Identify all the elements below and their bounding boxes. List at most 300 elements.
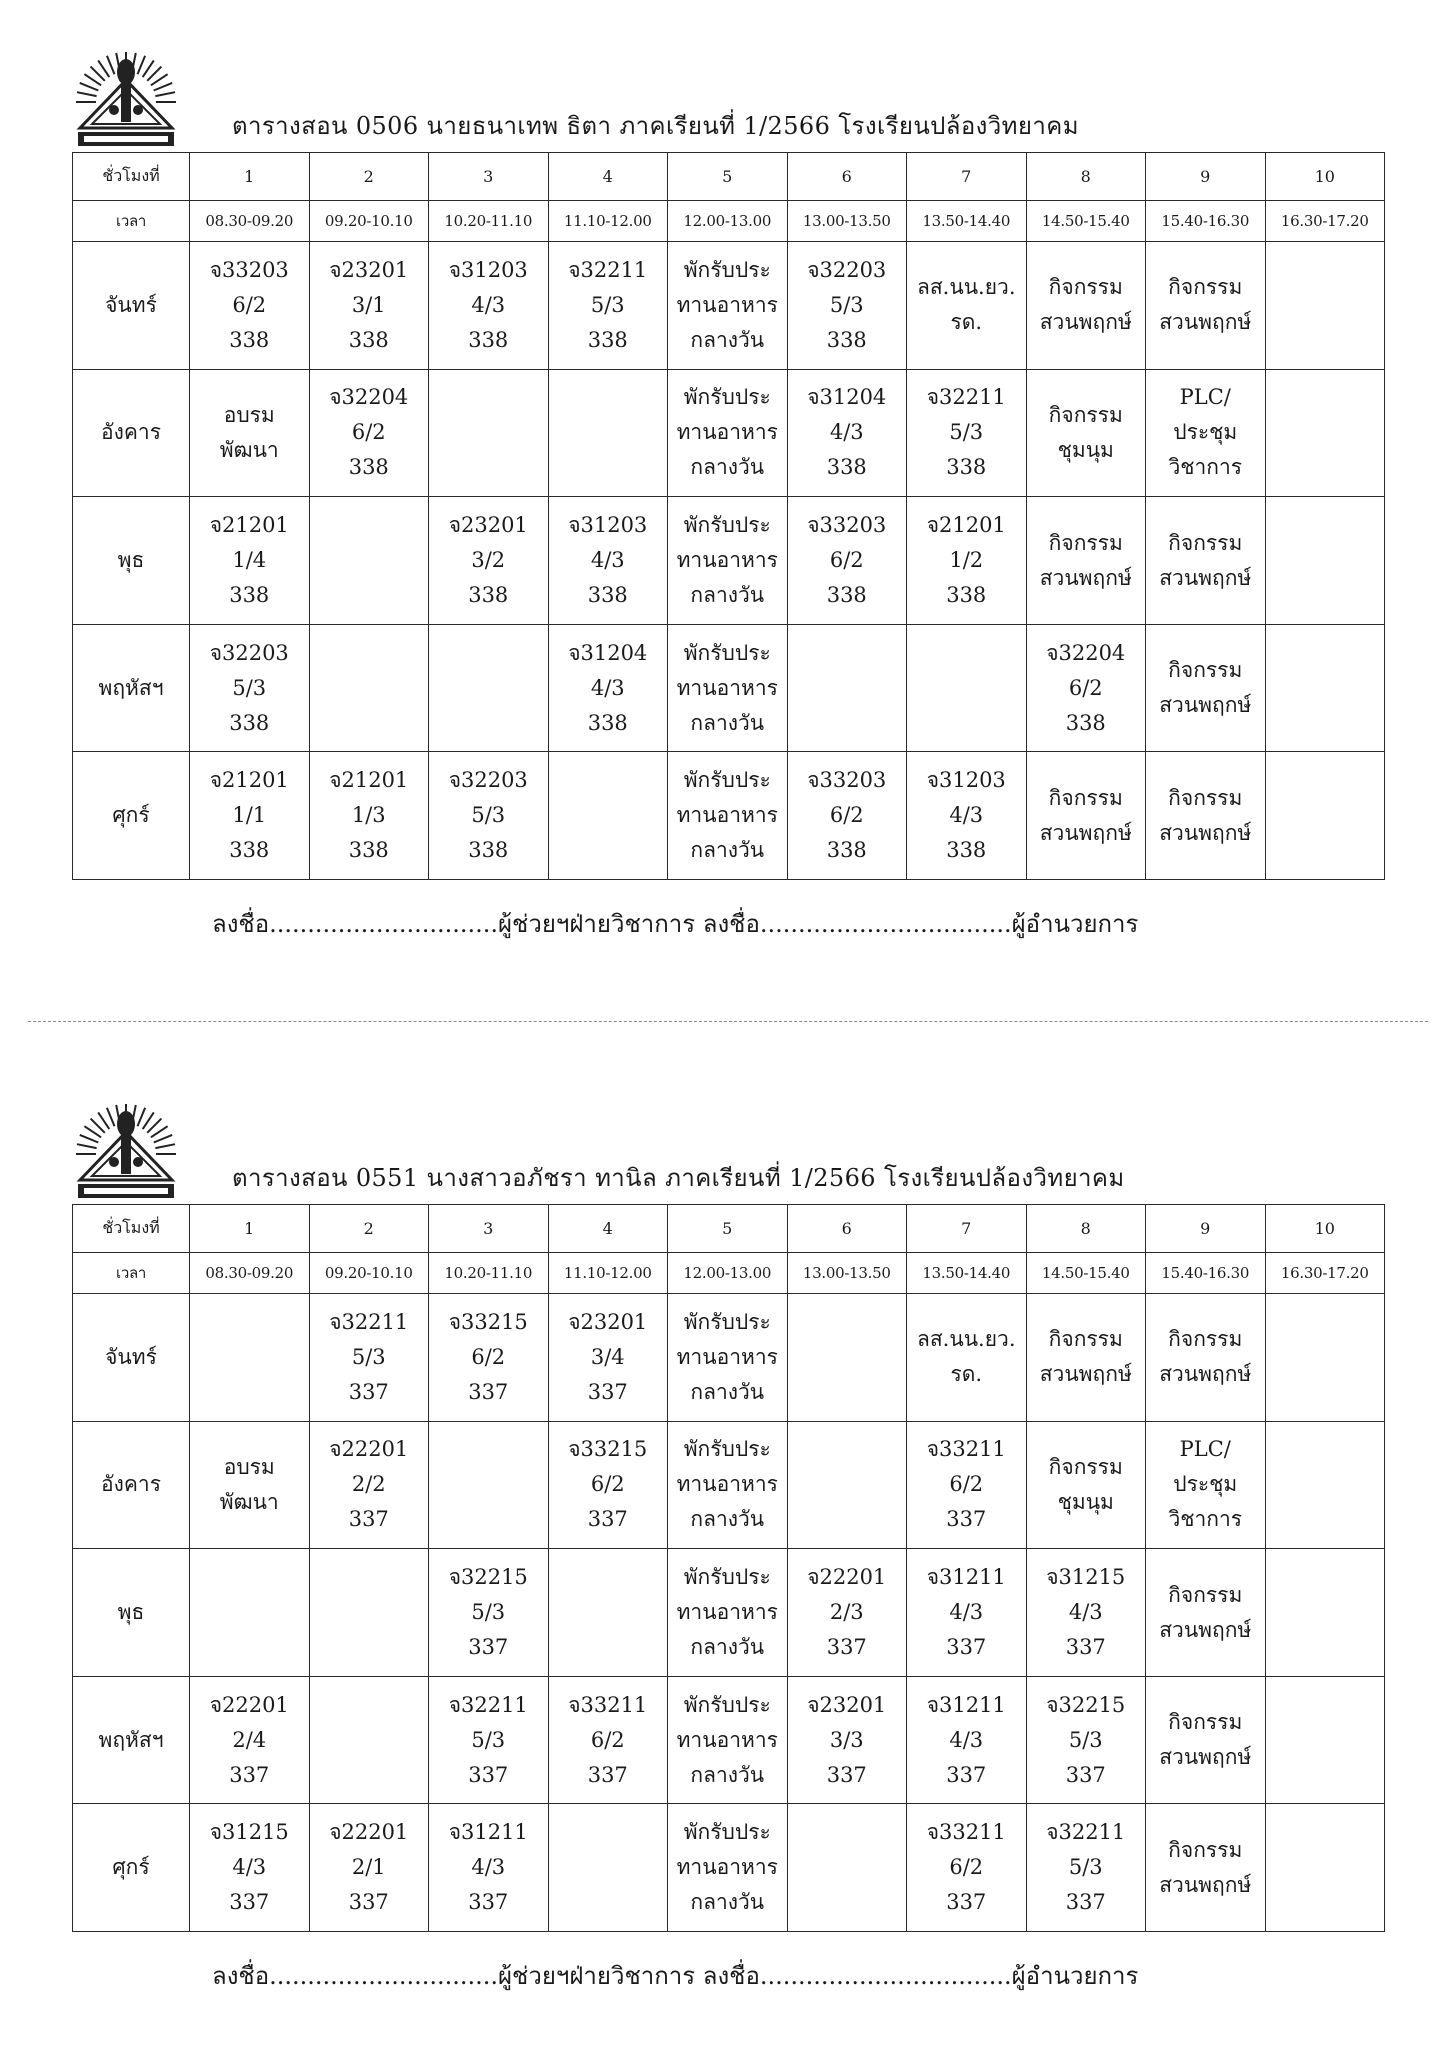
cell-line: 6/2 [829,548,864,573]
schedule-cell [1026,1804,1146,1932]
time-label: เวลา [73,200,190,242]
schedule-cell [1265,242,1385,370]
cell-line: 337 [587,1379,628,1404]
cell-line: 3/4 [590,1344,625,1369]
cell-line: รด. [950,310,983,335]
schedule-cell [1026,624,1146,752]
cell-line: 5/3 [949,420,984,445]
schedule-cell [309,369,429,497]
cell-line: กลางวัน [690,1379,765,1404]
cell-line: 5/3 [471,1600,506,1625]
cell-line: กิจกรรม [1168,658,1243,683]
cell-line: จ31204 [807,385,887,410]
schedule-cell [429,369,549,497]
schedule-cell [309,1676,429,1804]
cell-line: 6/2 [590,1472,625,1497]
day-row [73,1294,1385,1422]
cell-line: 1/3 [351,803,386,828]
day-row [73,752,1385,880]
cell-line: 2/4 [232,1727,267,1752]
cell-line: จ33211 [568,1692,648,1717]
schedule-cell [668,624,788,752]
schedule-cell [1026,1294,1146,1422]
cell-line: กลางวัน [690,710,765,735]
day-name: จันทร์ [73,242,190,370]
cell-line: จ31211 [926,1692,1006,1717]
day-name: ศุกร์ [73,752,190,880]
period-number: 7 [907,153,1027,201]
cell-line: สวนพฤกษ์ [1159,1745,1252,1770]
cell-line: 337 [468,1890,509,1915]
cell-line: จ31211 [448,1820,528,1845]
day-name: อังคาร [73,1421,190,1549]
schedule-cell [548,497,668,625]
cell-line: ลส.นน.ยว. [916,275,1016,300]
schedule-cell [1146,369,1266,497]
cell-line: กลางวัน [690,838,765,863]
timetable-sheet [0,1052,1452,2042]
schedule-cell [1026,1421,1146,1549]
time-slot: 13.00-13.50 [787,1252,907,1294]
schedule-cell [907,1549,1027,1677]
schedule-cell [907,369,1027,497]
cell-line: ประชุม [1173,1472,1238,1497]
cell-line: 4/3 [829,420,864,445]
cell-line: 337 [468,1762,509,1787]
schedule-cell [907,1294,1027,1422]
cell-line: 4/3 [471,1855,506,1880]
schedule-cell [1026,1549,1146,1677]
schedule-cell [1146,1676,1266,1804]
cell-line: สวนพฤกษ์ [1039,310,1132,335]
cell-line: กิจกรรม [1168,1327,1243,1352]
cell-line: 4/3 [949,803,984,828]
time-slot: 13.50-14.40 [907,200,1027,242]
cell-line: ทานอาหาร [676,803,778,828]
cell-line: กิจกรรม [1048,1327,1123,1352]
cell-line: สวนพฤกษ์ [1159,310,1252,335]
cell-line: 5/3 [1068,1727,1103,1752]
day-row [73,242,1385,370]
cell-line: สวนพฤกษ์ [1159,1872,1252,1897]
schedule-cell [429,1421,549,1549]
period-number: 10 [1265,153,1385,201]
timetable-grid [72,1204,1385,1932]
period-number: 6 [787,1205,907,1253]
cell-line: จ32211 [329,1309,409,1334]
cell-line: พักรับประ [683,1692,771,1717]
schedule-cell [787,1421,907,1549]
schedule-cell [907,242,1027,370]
schedule-cell [668,497,788,625]
schedule-cell [1265,369,1385,497]
period-number: 1 [190,153,310,201]
cell-line: 1/4 [232,548,267,573]
cell-line: 6/2 [949,1472,984,1497]
schedule-cell [548,624,668,752]
schedule-cell [429,1549,549,1677]
cell-line: กลางวัน [690,1890,765,1915]
cell-line: 338 [348,838,389,863]
cell-line: จ23201 [329,257,409,282]
cell-line: 4/3 [590,675,625,700]
cell-line: 337 [229,1890,270,1915]
cell-line: พัฒนา [219,1489,279,1514]
schedule-cell [1265,1676,1385,1804]
period-number: 1 [190,1205,310,1253]
cell-line: กิจกรรม [1048,785,1123,810]
cell-line: 6/2 [351,420,386,445]
time-slot: 15.40-16.30 [1146,200,1266,242]
time-slot: 10.20-11.10 [429,1252,549,1294]
day-name: พุธ [73,497,190,625]
cell-line: กลางวัน [690,1762,765,1787]
cell-line: จ31203 [448,257,528,282]
day-row [73,369,1385,497]
cell-line: จ22201 [807,1565,887,1590]
cell-line: กิจกรรม [1168,1710,1243,1735]
cell-line: 337 [348,1379,389,1404]
cell-line: พักรับประ [683,768,771,793]
day-name: พุธ [73,1549,190,1677]
time-slot: 08.30-09.20 [190,1252,310,1294]
cell-line: 2/3 [829,1600,864,1625]
cell-line: 338 [468,327,509,352]
period-number: 8 [1026,1205,1146,1253]
cell-line: ทานอาหาร [676,1472,778,1497]
period-label: ชั่วโมงที่ [73,153,190,201]
cell-line: ทานอาหาร [676,1344,778,1369]
period-label: ชั่วโมงที่ [73,1205,190,1253]
cell-line: จ22201 [329,1820,409,1845]
schedule-cell [1265,1549,1385,1677]
cell-line: อบรม [223,402,275,427]
cell-line: 337 [826,1762,867,1787]
cell-line: จ32215 [448,1565,528,1590]
cell-line: 5/3 [590,292,625,317]
cell-line: 337 [1065,1635,1106,1660]
time-slot: 12.00-13.00 [668,200,788,242]
schedule-cell [1265,1421,1385,1549]
cell-line: กิจกรรม [1168,275,1243,300]
cell-line: 337 [468,1635,509,1660]
cell-line: จ32211 [568,257,648,282]
cell-line: 2/2 [351,1472,386,1497]
period-number: 8 [1026,153,1146,201]
schedule-cell [1146,242,1266,370]
schedule-cell [309,752,429,880]
time-header-row [73,200,1385,242]
cell-line: พัฒนา [219,437,279,462]
cell-line: จ31203 [568,513,648,538]
cell-line: กิจกรรม [1168,785,1243,810]
cell-line: กลางวัน [690,1507,765,1532]
schedule-cell [190,497,310,625]
day-row [73,497,1385,625]
day-name: พฤหัสฯ [73,624,190,752]
cell-line: จ32203 [807,257,887,282]
time-slot: 14.50-15.40 [1026,200,1146,242]
cell-line: 3/2 [471,548,506,573]
period-number: 9 [1146,1205,1266,1253]
cell-line: กิจกรรม [1048,530,1123,555]
schedule-cell [548,1804,668,1932]
schedule-cell [1265,624,1385,752]
cell-line: 337 [946,1762,987,1787]
period-number: 9 [1146,153,1266,201]
cell-line: ชุมนุม [1057,437,1114,462]
schedule-cell [787,1804,907,1932]
signature-line: ลงชื่อ..............................ผู้ช่วยฯฝ่ายวิชาการ ลงชื่อ.................................ผู้อำนวยการ [212,1962,1139,1990]
schedule-cell [1146,497,1266,625]
schedule-cell [907,1421,1027,1549]
time-slot: 09.20-10.10 [309,200,429,242]
cell-line: 2/1 [351,1855,386,1880]
schedule-cell [668,1676,788,1804]
schedule-cell [429,497,549,625]
cell-line: สวนพฤกษ์ [1039,1362,1132,1387]
cell-line: จ32204 [1046,640,1126,665]
schedule-cell [907,624,1027,752]
cell-line: ทานอาหาร [676,675,778,700]
cell-line: 337 [826,1635,867,1660]
time-slot: 13.50-14.40 [907,1252,1027,1294]
period-number: 4 [548,153,668,201]
cell-line: จ21201 [926,513,1006,538]
cell-line: 338 [826,583,867,608]
schedule-cell [548,242,668,370]
cell-line: 3/1 [351,292,386,317]
cell-line: 5/3 [471,1727,506,1752]
cell-line: 338 [587,710,628,735]
time-slot: 09.20-10.10 [309,1252,429,1294]
cell-line: จ31211 [926,1565,1006,1590]
cell-line: กิจกรรม [1048,402,1123,427]
cell-line: ทานอาหาร [676,1727,778,1752]
timetable-grid [72,152,1385,880]
schedule-cell [907,752,1027,880]
school-logo-icon [66,1092,186,1212]
time-slot: 15.40-16.30 [1146,1252,1266,1294]
cell-line: 6/2 [232,292,267,317]
cell-line: พักรับประ [683,1820,771,1845]
cell-line: ทานอาหาร [676,1600,778,1625]
cell-line: จ22201 [209,1692,289,1717]
cell-line: 4/3 [949,1727,984,1752]
cell-line: จ33215 [568,1437,648,1462]
schedule-cell [1026,497,1146,625]
cell-line: 3/3 [829,1727,864,1752]
time-slot: 08.30-09.20 [190,200,310,242]
schedule-cell [548,1549,668,1677]
cell-line: ชุมนุม [1057,1489,1114,1514]
time-slot: 12.00-13.00 [668,1252,788,1294]
schedule-cell [429,624,549,752]
cell-line: จ32211 [1046,1820,1126,1845]
cell-line: 5/3 [1068,1855,1103,1880]
day-name: พฤหัสฯ [73,1676,190,1804]
schedule-cell [787,1549,907,1677]
time-slot: 13.00-13.50 [787,200,907,242]
cell-line: 6/2 [1068,675,1103,700]
cell-line: 337 [946,1635,987,1660]
cell-line: จ23201 [568,1309,648,1334]
cell-line: 337 [587,1507,628,1532]
schedule-cell [1265,752,1385,880]
timetable-title: ตารางสอน 0551 นางสาวอภัชรา ทานิล ภาคเรียนที่ 1/2566 โรงเรียนปล้องวิทยาคม [232,1164,1125,1192]
day-row [73,1421,1385,1549]
cell-line: จ32204 [329,385,409,410]
cell-line: 338 [229,327,270,352]
cell-line: 338 [229,710,270,735]
schedule-cell [190,624,310,752]
cell-line: 5/3 [829,292,864,317]
time-label: เวลา [73,1252,190,1294]
schedule-cell [548,752,668,880]
schedule-cell [668,1804,788,1932]
schedule-cell [787,497,907,625]
schedule-cell [1146,1294,1266,1422]
schedule-cell [668,1294,788,1422]
cell-line: 337 [348,1507,389,1532]
schedule-cell [668,369,788,497]
cell-line: จ33203 [807,768,887,793]
cell-line: 337 [946,1890,987,1915]
period-header-row [73,1205,1385,1253]
cut-line-divider [28,1021,1428,1022]
cell-line: จ32215 [1046,1692,1126,1717]
period-number: 4 [548,1205,668,1253]
signature-line: ลงชื่อ..............................ผู้ช่วยฯฝ่ายวิชาการ ลงชื่อ.................................ผู้อำนวยการ [212,910,1139,938]
schedule-cell [309,1294,429,1422]
schedule-cell [1265,1804,1385,1932]
schedule-cell [1146,752,1266,880]
period-number: 5 [668,1205,788,1253]
cell-line: จ32211 [448,1692,528,1717]
cell-line: จ21201 [209,768,289,793]
schedule-cell [548,1294,668,1422]
cell-line: จ33211 [926,1820,1006,1845]
day-name: ศุกร์ [73,1804,190,1932]
schedule-cell [548,1676,668,1804]
cell-line: PLC/ [1179,385,1231,410]
cell-line: 4/3 [590,548,625,573]
time-slot: 14.50-15.40 [1026,1252,1146,1294]
schedule-cell [309,1421,429,1549]
cell-line: 338 [229,583,270,608]
time-slot: 11.10-12.00 [548,200,668,242]
cell-line: พักรับประ [683,513,771,538]
period-number: 6 [787,153,907,201]
schedule-cell [1265,497,1385,625]
schedule-cell [309,242,429,370]
cell-line: พักรับประ [683,257,771,282]
cell-line: พักรับประ [683,1565,771,1590]
cell-line: 1/2 [949,548,984,573]
schedule-cell [1146,1549,1266,1677]
cell-line: สวนพฤกษ์ [1159,1617,1252,1642]
schedule-cell [429,1676,549,1804]
cell-line: 338 [468,583,509,608]
schedule-cell [309,1549,429,1677]
cell-line: พักรับประ [683,1309,771,1334]
cell-line: จ23201 [448,513,528,538]
cell-line: พักรับประ [683,1437,771,1462]
schedule-cell [190,242,310,370]
cell-line: กิจกรรม [1048,1454,1123,1479]
cell-line: 6/2 [829,803,864,828]
time-slot: 11.10-12.00 [548,1252,668,1294]
cell-line: 5/3 [232,675,267,700]
day-row [73,624,1385,752]
cell-line: ทานอาหาร [676,420,778,445]
cell-line: จ31204 [568,640,648,665]
cell-line: 338 [587,583,628,608]
cell-line: 338 [587,327,628,352]
cell-line: 4/3 [471,292,506,317]
schedule-cell [907,1676,1027,1804]
schedule-cell [1265,1294,1385,1422]
period-number: 2 [309,1205,429,1253]
schedule-cell [1146,1804,1266,1932]
cell-line: 337 [348,1890,389,1915]
period-number: 3 [429,1205,549,1253]
day-row [73,1804,1385,1932]
schedule-cell [429,1804,549,1932]
cell-line: 337 [587,1762,628,1787]
timetable-title: ตารางสอน 0506 นายธนาเทพ ธิตา ภาคเรียนที่ 1/2566 โรงเรียนปล้องวิทยาคม [232,112,1079,140]
schedule-cell [190,1804,310,1932]
schedule-cell [309,1804,429,1932]
cell-line: จ33215 [448,1309,528,1334]
cell-line: กิจกรรม [1168,1837,1243,1862]
cell-line: สวนพฤกษ์ [1159,565,1252,590]
day-row [73,1676,1385,1804]
cell-line: สวนพฤกษ์ [1159,693,1252,718]
timetable-sheet [0,0,1452,990]
cell-line: พักรับประ [683,385,771,410]
cell-line: สวนพฤกษ์ [1159,1362,1252,1387]
day-name: จันทร์ [73,1294,190,1422]
schedule-cell [787,369,907,497]
schedule-cell [1026,752,1146,880]
cell-line: อบรม [223,1454,275,1479]
cell-line: สวนพฤกษ์ [1159,820,1252,845]
cell-line: 338 [946,838,987,863]
cell-line: จ22201 [329,1437,409,1462]
time-slot: 10.20-11.10 [429,200,549,242]
cell-line: จ23201 [807,1692,887,1717]
day-name: อังคาร [73,369,190,497]
time-slot: 16.30-17.20 [1265,1252,1385,1294]
schedule-cell [190,369,310,497]
cell-line: 338 [946,583,987,608]
cell-line: จ33211 [926,1437,1006,1462]
cell-line: ทานอาหาร [676,292,778,317]
schedule-cell [309,624,429,752]
cell-line: 4/3 [232,1855,267,1880]
cell-line: กลางวัน [690,583,765,608]
time-header-row [73,1252,1385,1294]
cell-line: กลางวัน [690,1635,765,1660]
cell-line: กลางวัน [690,455,765,480]
cell-line: จ21201 [329,768,409,793]
schedule-cell [668,1549,788,1677]
cell-line: 338 [946,455,987,480]
cell-line: 337 [468,1379,509,1404]
schedule-cell [1146,624,1266,752]
period-number: 5 [668,153,788,201]
